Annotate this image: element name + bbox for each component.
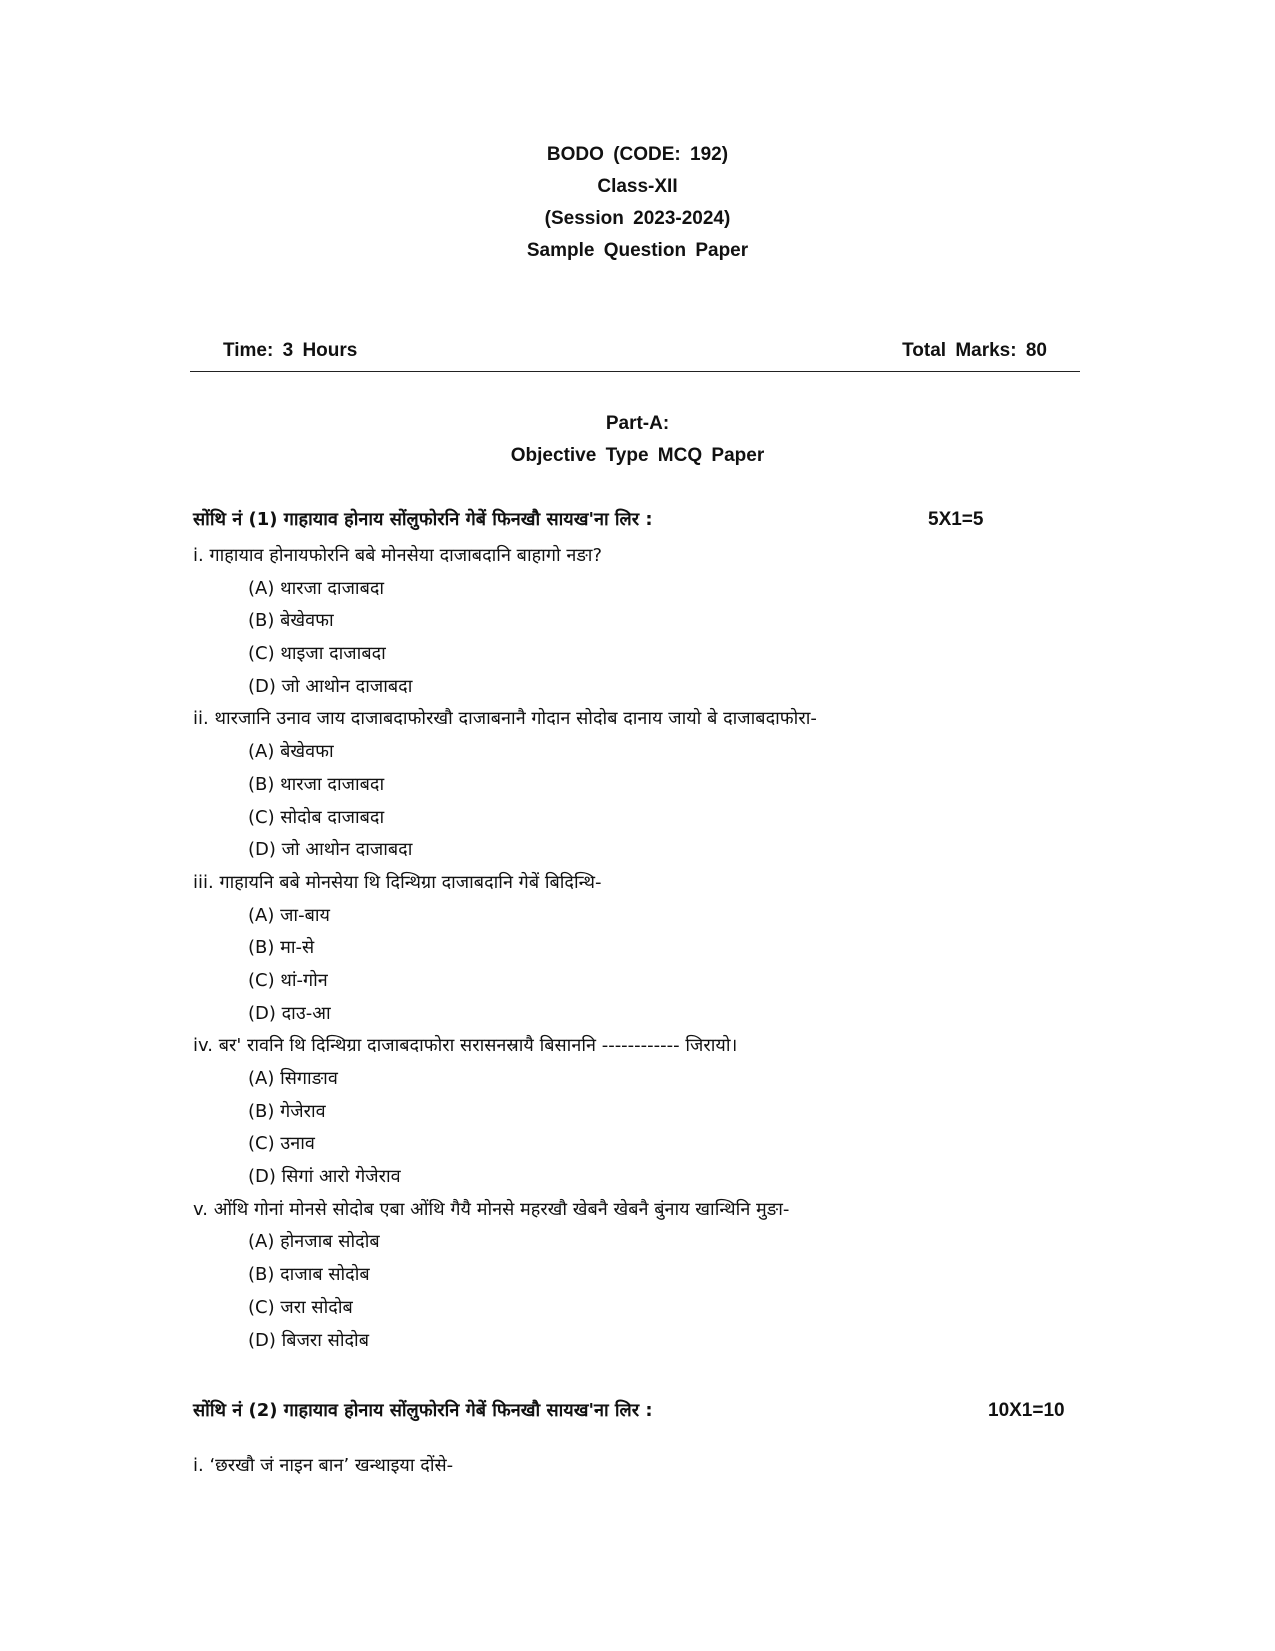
session-title: (Session 2023-2024) xyxy=(544,208,731,229)
section-1-heading xyxy=(193,505,1073,535)
question-text: v. ओंथि गोनां मोनसे सोदोब एबा ओंथि गैयै मोनसे महरखौ खेबनै खेबनै बुंनाय खान्थिनि मुङा- xyxy=(193,1198,790,1220)
answer-option: (A) थारजा दाजाबदा xyxy=(248,577,385,599)
question-text: iv. बर' रावनि थि दिन्थिग्रा दाजाबदाफोरा सरासनस्रायै बिसाननि ------------ जिरायो। xyxy=(193,1035,738,1057)
answer-option: (D) सिगां आरो गेजेराव xyxy=(248,1166,401,1188)
answer-option: (B) दाजाब सोदोब xyxy=(248,1264,370,1286)
part-heading xyxy=(0,408,1275,472)
class-title: Class-XII xyxy=(597,176,678,197)
answer-option: (C) जरा सोदोब xyxy=(248,1296,353,1318)
answer-option: (C) उनाव xyxy=(248,1133,315,1155)
answer-option: (C) थां-गोन xyxy=(248,969,328,991)
answer-option: (C) थाइजा दाजाबदा xyxy=(248,643,386,665)
answer-option: (C) सोदोब दाजाबदा xyxy=(248,806,385,828)
part-subtitle: Objective Type MCQ Paper xyxy=(510,445,765,466)
answer-option: (D) बिजरा सोदोब xyxy=(248,1329,369,1351)
section-1-instruction: सोंथि नं (1) गाहायाव होनाय सोंलुफोरनि गेबें फिनखौ सायख'ना लिर : xyxy=(193,509,653,530)
part-title: Part-A: xyxy=(605,413,670,434)
answer-option: (A) जा-बाय xyxy=(248,904,330,926)
paper-header xyxy=(0,139,1275,267)
subject-title: BODO (CODE: 192) xyxy=(546,144,729,165)
answer-option: (A) सिगाङाव xyxy=(248,1068,338,1089)
question-text: i. गाहायाव होनायफोरनि बबे मोनसेया दाजाबदानि बाहागो नङा? xyxy=(193,545,603,566)
answer-option: (D) दाउ-आ xyxy=(248,1002,331,1024)
section-2-marks: 10X1=10 xyxy=(988,1400,1065,1421)
section-2-heading xyxy=(193,1396,1073,1426)
header-divider xyxy=(190,371,1080,372)
answer-option: (B) बेखेवफा xyxy=(248,610,334,632)
meta-row xyxy=(190,340,1080,370)
answer-option: (A) बेखेवफा xyxy=(248,741,334,763)
section-1-questions xyxy=(193,540,1073,1357)
answer-option: (B) मा-से xyxy=(248,937,315,959)
answer-option: (A) होनजाब सोदोब xyxy=(248,1231,380,1253)
section-1-marks: 5X1=5 xyxy=(928,509,984,530)
answer-option: (B) गेजेराव xyxy=(248,1100,326,1122)
paper-type-title: Sample Question Paper xyxy=(526,240,749,261)
question-text: i. ‘छरखौ जं नाइन बान’ खन्थाइया दोंसे- xyxy=(193,1455,454,1476)
total-marks: Total Marks: 80 xyxy=(902,340,1047,361)
answer-option: (D) जो आथोन दाजाबदा xyxy=(248,839,413,861)
question-text: ii. थारजानि उनाव जाय दाजाबदाफोरखौ दाजाबनानै गोदान सोदोब दानाय जायो बे दाजाबदाफोरा- xyxy=(193,708,817,730)
question-text: iii. गाहायनि बबे मोनसेया थि दिन्थिग्रा दाजाबदानि गेबें बिदिन्थि- xyxy=(193,871,602,893)
section-2-instruction: सोंथि नं (2) गाहायाव होनाय सोंलुफोरनि गेबें फिनखौ सायख'ना लिर : xyxy=(193,1400,653,1421)
answer-option: (D) जो आथोन दाजाबदा xyxy=(248,675,413,697)
time-allowed: Time: 3 Hours xyxy=(223,340,358,361)
answer-option: (B) थारजा दाजाबदा xyxy=(248,773,385,795)
